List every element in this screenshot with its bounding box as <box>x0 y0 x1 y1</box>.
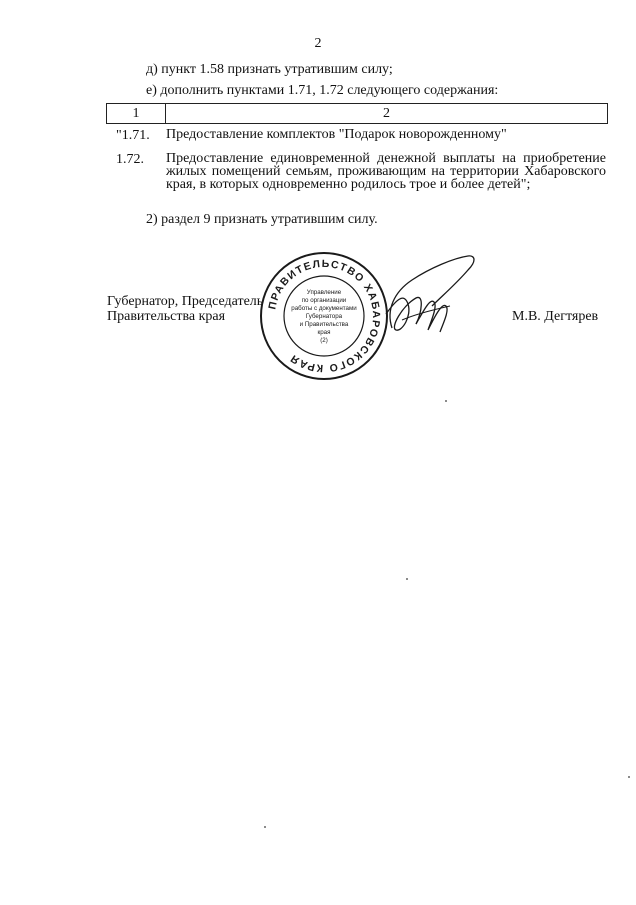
seal-center-text <box>291 289 357 344</box>
item-d-text: д) пункт 1.58 признать утратившим силу; <box>146 62 393 77</box>
scan-speck <box>406 578 408 580</box>
official-seal <box>258 250 390 382</box>
row-text: Предоставление единовременной денежной выплаты на приобретение жилых помещений семьям, проживающим на территории Хабаровского края, в которых одновременно родилось трое и более детей"; <box>166 151 606 192</box>
table-header-col-1: 1 <box>107 104 166 123</box>
signatory-name: М.В. Дегтярев <box>512 309 599 324</box>
signatory-position <box>107 294 263 324</box>
table-row <box>106 128 608 144</box>
table-header-col-2: 2 <box>383 106 390 121</box>
signatory-position-line-2: Правительства края <box>107 309 226 324</box>
svg-text:Управление: Управление <box>306 289 342 296</box>
svg-text:и Правительства: и Правительства <box>299 321 349 328</box>
row-text: Предоставление комплектов "Подарок новорожденному" <box>166 127 507 142</box>
svg-text:работы с документами: работы с документами <box>291 305 357 312</box>
svg-text:Губернатора: Губернатора <box>305 313 343 320</box>
row-number: 1.72. <box>116 152 144 167</box>
handwritten-signature <box>372 240 482 350</box>
row-number: "1.71. <box>116 128 150 143</box>
table-header <box>106 103 608 124</box>
page-number: 2 <box>314 36 322 51</box>
svg-text:по организации: по организации <box>301 297 347 304</box>
scan-speck <box>628 776 630 778</box>
signatory-position-line-1: Губернатор, Председатель <box>107 294 264 309</box>
item-2-text: 2) раздел 9 признать утратившим силу. <box>146 212 378 227</box>
svg-text:края: края <box>317 329 331 336</box>
scan-speck <box>445 400 447 402</box>
svg-text:(2): (2) <box>320 337 328 344</box>
item-e-text: е) дополнить пунктами 1.71, 1.72 следующего содержания: <box>146 83 499 98</box>
seal-ring-text: ПРАВИТЕЛЬСТВО ХАБАРОВСКОГО КРАЯ <box>266 257 383 375</box>
table-row <box>106 152 608 191</box>
scan-speck <box>264 826 266 828</box>
